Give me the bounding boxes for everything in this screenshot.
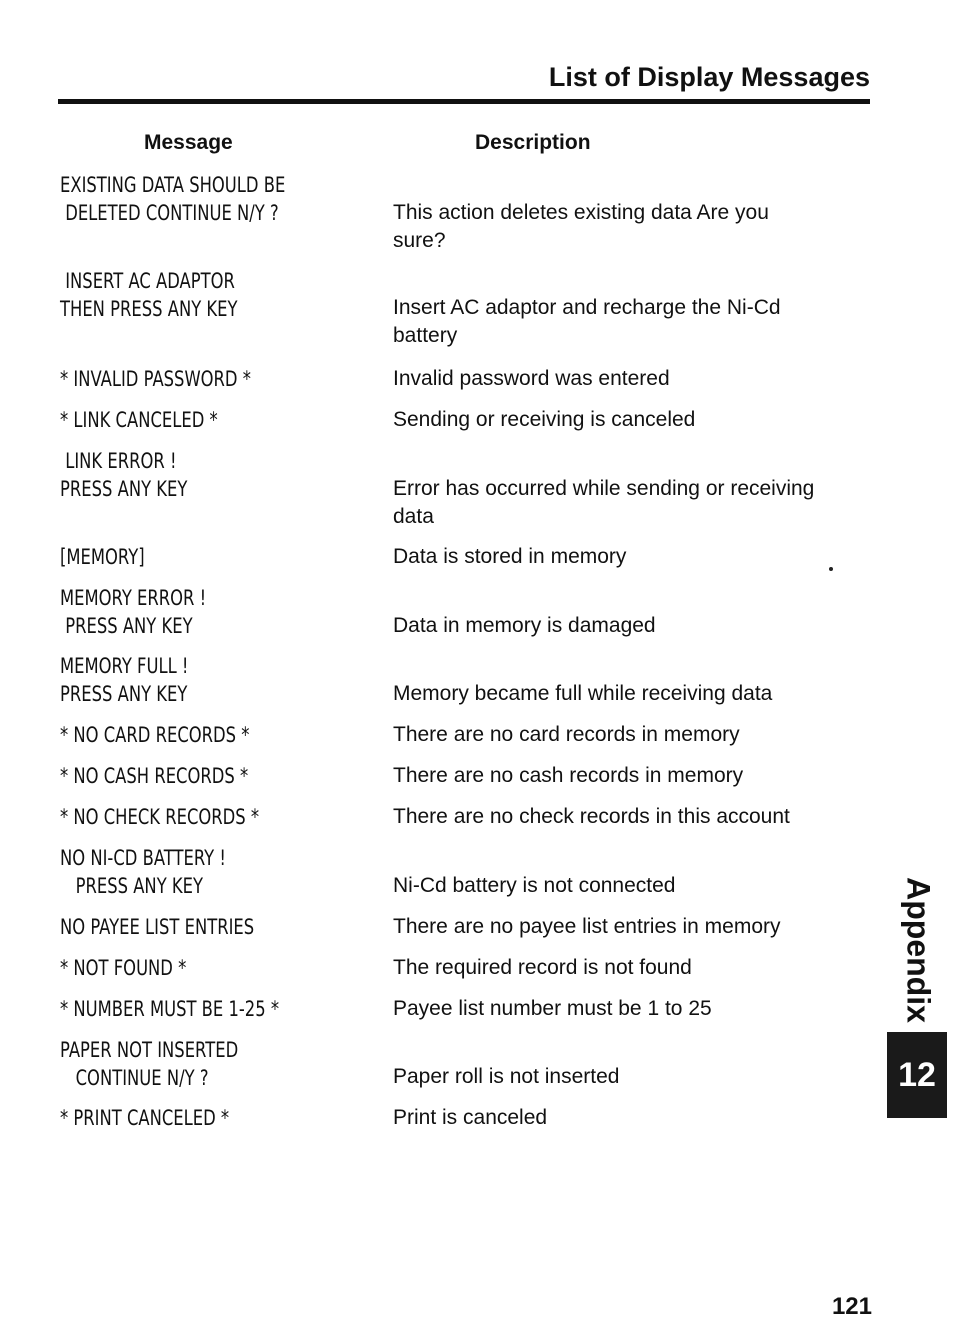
description-column-header: Description: [475, 131, 591, 154]
message-text: PAPER NOT INSERTED CONTINUE N/Y ?: [60, 1038, 239, 1090]
description-text: There are no cash records in memory: [393, 764, 744, 787]
message-text: * NUMBER MUST BE 1-25 *: [60, 997, 280, 1021]
description-text: Ni-Cd battery is not connected: [393, 874, 676, 897]
description-text: Paper roll is not inserted: [393, 1065, 620, 1088]
message-text: [MEMORY]: [60, 545, 145, 569]
message-text: * NO CHECK RECORDS *: [60, 805, 260, 829]
message-text: INSERT AC ADAPTOR THEN PRESS ANY KEY: [60, 269, 238, 321]
page-title: List of Display Messages: [548, 62, 870, 92]
message-text: MEMORY FULL ! PRESS ANY KEY: [60, 654, 189, 706]
page-number: 121: [831, 1293, 872, 1320]
message-text: NO NI-CD BATTERY ! PRESS ANY KEY: [60, 846, 226, 898]
message-text: * PRINT CANCELED *: [60, 1106, 230, 1130]
description-text: There are no card records in memory: [393, 723, 740, 746]
description-text: Data in memory is damaged: [393, 614, 656, 637]
description-text: Invalid password was entered: [393, 367, 670, 390]
description-text: This action deletes existing data Are you sure?: [393, 201, 769, 252]
description-text: Print is canceled: [393, 1106, 548, 1129]
message-text: * NO CARD RECORDS *: [60, 723, 250, 747]
stray-mark: [829, 567, 833, 571]
description-text: Sending or receiving is canceled: [393, 408, 696, 431]
message-text: * LINK CANCELED *: [60, 408, 218, 432]
description-text: Insert AC adaptor and recharge the Ni-Cd battery: [393, 296, 781, 347]
description-text: There are no payee list entries in memory: [393, 915, 781, 938]
section-side-label: Appendix: [900, 877, 937, 1023]
message-text: * NO CASH RECORDS *: [60, 764, 249, 788]
message-text: NO PAYEE LIST ENTRIES: [60, 915, 255, 939]
message-text: * NOT FOUND *: [60, 956, 187, 980]
message-text: LINK ERROR ! PRESS ANY KEY: [60, 449, 188, 501]
message-text: * INVALID PASSWORD *: [60, 367, 251, 391]
description-text: The required record is not found: [393, 956, 692, 979]
message-text: EXISTING DATA SHOULD BE DELETED CONTINUE N/Y ?: [60, 173, 286, 225]
description-text: Data is stored in memory: [393, 545, 627, 568]
message-column-header: Message: [144, 131, 233, 154]
description-text: There are no check records in this account: [393, 805, 790, 828]
chapter-tab: 12: [887, 1032, 947, 1118]
description-text: Error has occurred while sending or receiving data: [393, 477, 815, 528]
message-text: MEMORY ERROR ! PRESS ANY KEY: [60, 586, 207, 638]
description-text: Payee list number must be 1 to 25: [393, 997, 712, 1020]
header-rule: [58, 99, 870, 104]
description-text: Memory became full while receiving data: [393, 682, 773, 705]
